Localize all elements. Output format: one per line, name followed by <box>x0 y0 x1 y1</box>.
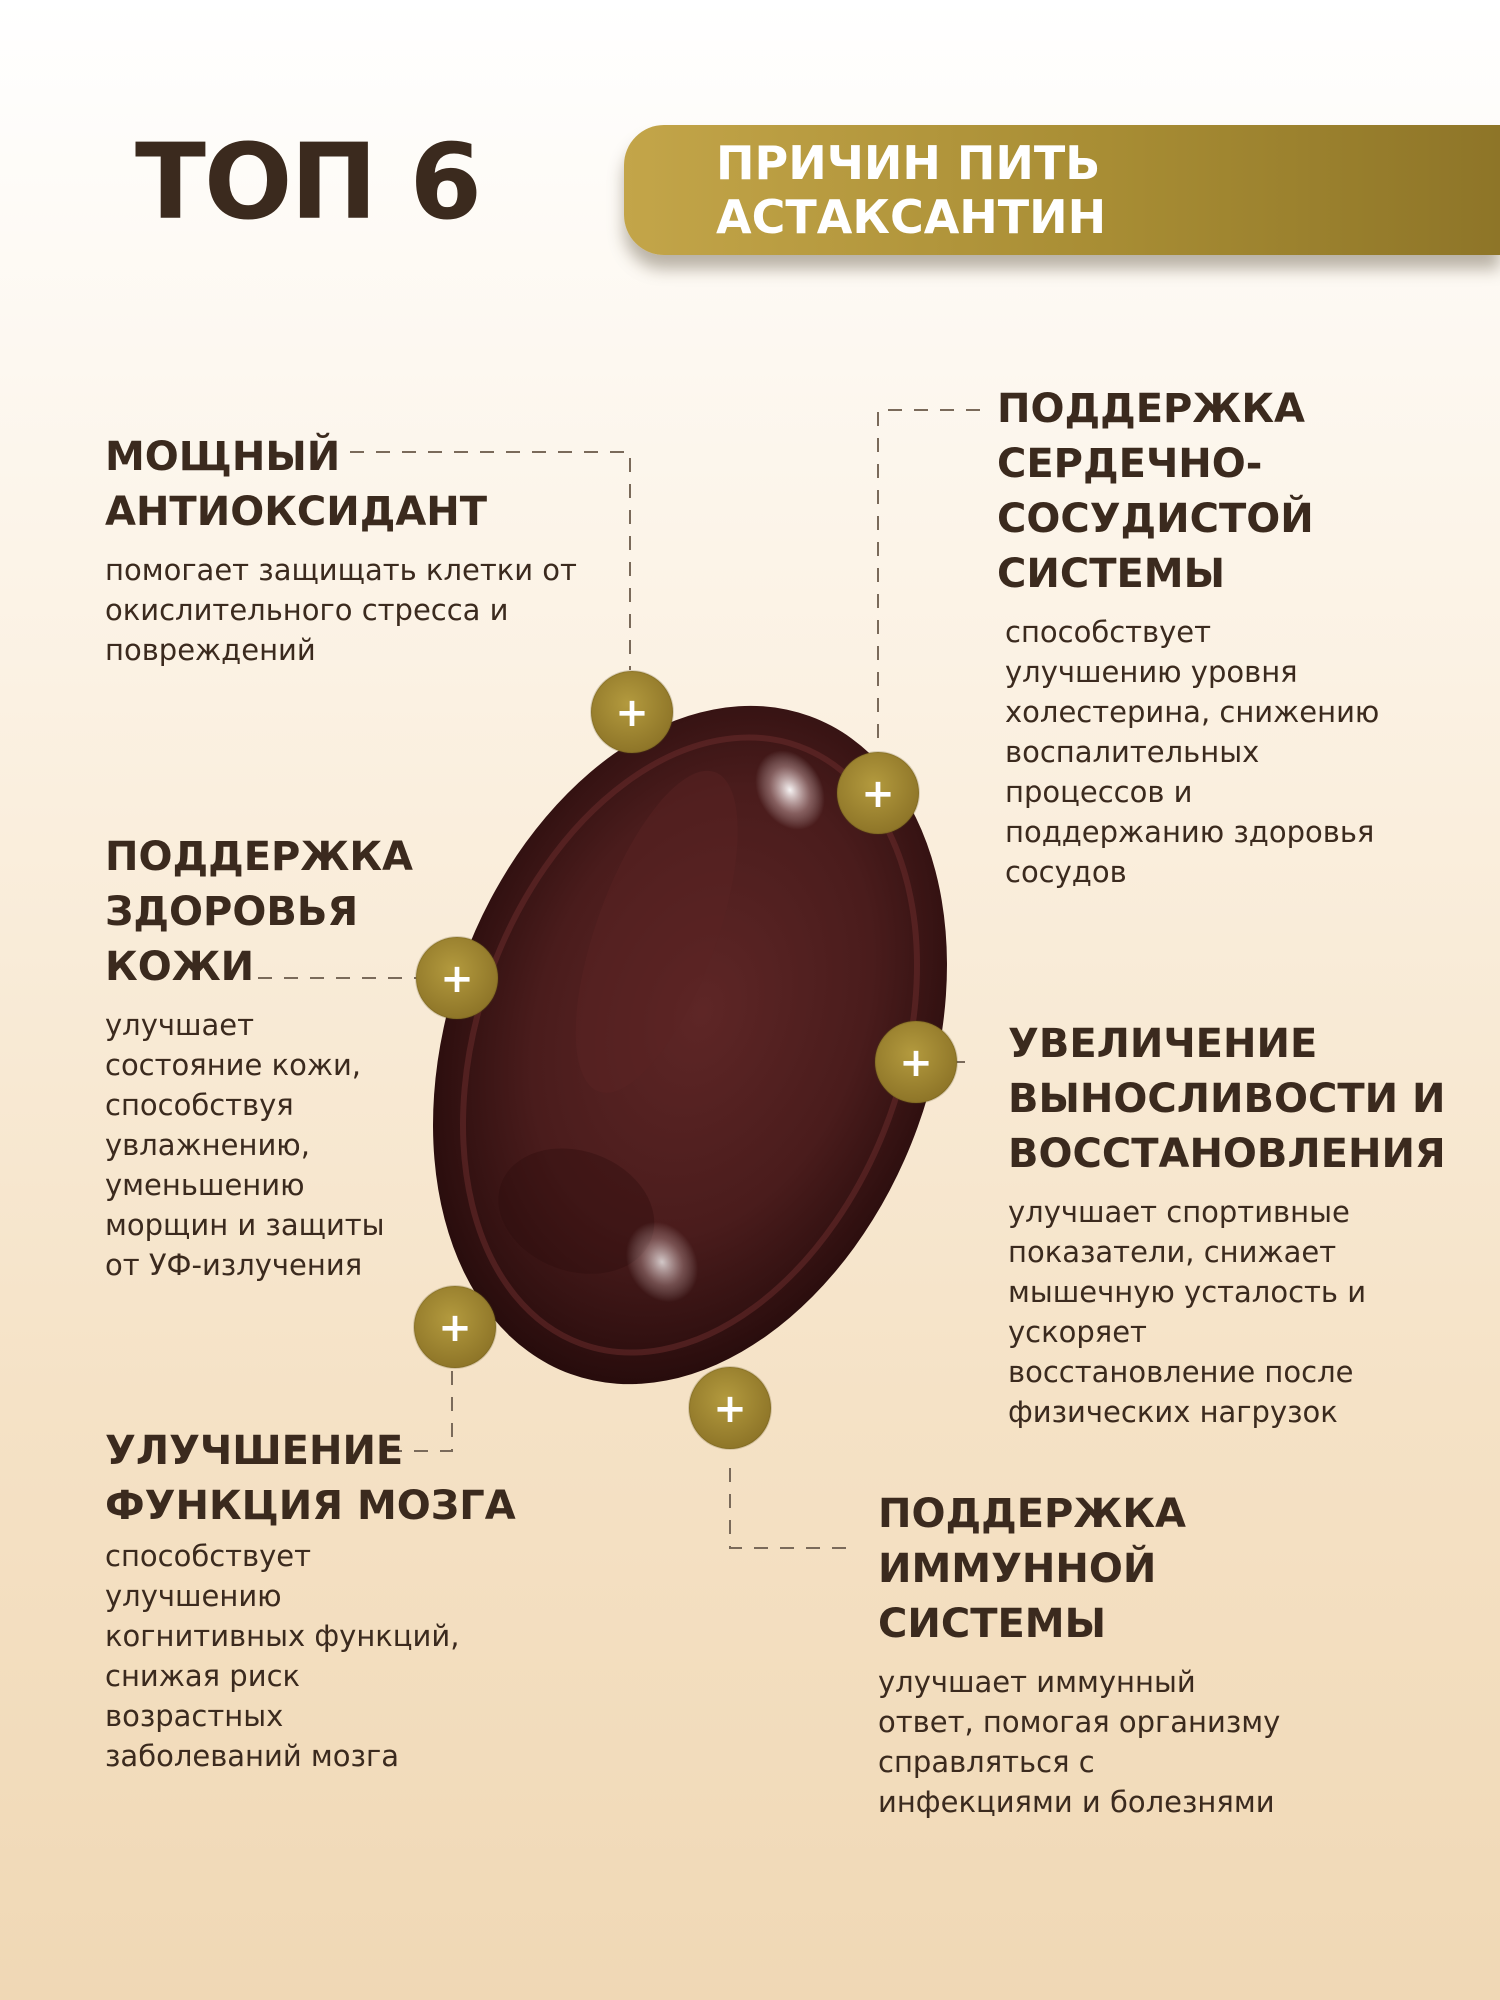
marker-brain[interactable] <box>414 1286 496 1368</box>
benefit-description: улучшает спортивные показатели, снижает мышечную усталость и ускоряет восстановление после физических нагрузок <box>1008 1195 1367 1429</box>
benefit-description: способствует улучшению когнитивных функций, снижая риск возрастных заболеваний мозга <box>105 1539 460 1773</box>
plus-icon: + <box>440 956 474 1002</box>
benefit-title: ПОДДЕРЖКА ЗДОРОВЬЯ КОЖИ <box>105 834 413 990</box>
benefit-title: УВЕЛИЧЕНИЕ ВЫНОСЛИВОСТИ И ВОССТАНОВЛЕНИЯ <box>1008 1021 1446 1177</box>
benefit-immune <box>878 1487 1280 1822</box>
marker-heart[interactable] <box>837 752 919 834</box>
benefit-title: МОЩНЫЙ АНТИОКСИДАНТ <box>105 434 488 535</box>
marker-skin[interactable] <box>416 937 498 1019</box>
banner-text: ПРИЧИН ПИТЬ АСТАКСАНТИН <box>716 136 1107 244</box>
marker-endurance[interactable] <box>875 1021 957 1103</box>
benefit-title: ПОДДЕРЖКА ИММУННОЙ СИСТЕМЫ <box>878 1491 1186 1647</box>
marker-immune[interactable] <box>689 1367 771 1449</box>
plus-icon: + <box>713 1386 747 1432</box>
benefit-description: помогает защищать клетки от окислительного стресса и повреждений <box>105 553 577 667</box>
benefit-title: УЛУЧШЕНИЕ ФУНКЦИЯ МОЗГА <box>105 1428 516 1529</box>
plus-icon: + <box>438 1305 472 1351</box>
benefit-endurance <box>1008 1017 1446 1432</box>
benefit-description: улучшает иммунный ответ, помогая организму справляться с инфекциями и болезнями <box>878 1665 1281 1819</box>
marker-antioxidant[interactable] <box>591 671 673 753</box>
plus-icon: + <box>615 690 649 736</box>
benefit-brain <box>105 1424 516 1776</box>
benefit-skin <box>105 830 413 1285</box>
benefit-heart <box>997 382 1379 892</box>
benefit-description: улучшает состояние кожи, способствуя увлажнению, уменьшению морщин и защиты от УФ-излучения <box>105 1008 385 1282</box>
plus-icon: + <box>861 771 895 817</box>
plus-icon: + <box>899 1040 933 1086</box>
page-title: ТОП 6 <box>135 121 480 243</box>
benefit-antioxidant <box>105 430 577 670</box>
connector-heart <box>878 410 980 750</box>
benefit-description: способствует улучшению уровня холестерина, снижению воспалительных процессов и поддержанию здоровья сосудов <box>1005 615 1380 889</box>
benefit-title: ПОДДЕРЖКА СЕРДЕЧНО- СОСУДИСТОЙ СИСТЕМЫ <box>997 386 1314 597</box>
connector-immune <box>730 1468 848 1548</box>
